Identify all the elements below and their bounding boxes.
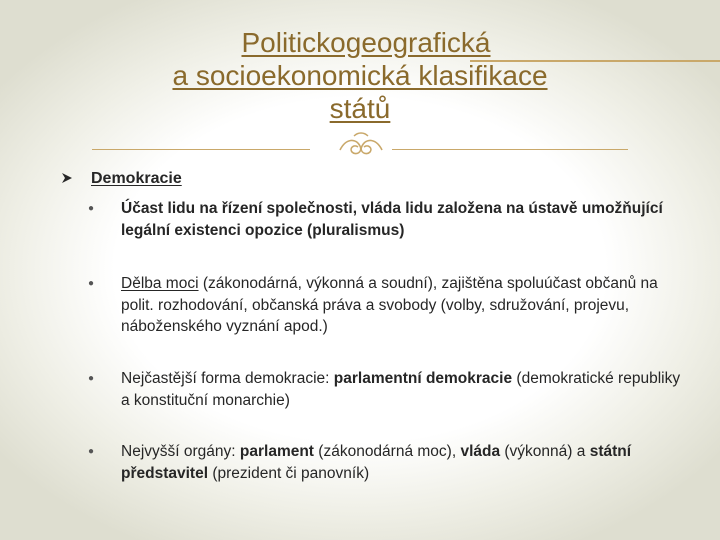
- bullet-dot-icon: ●: [88, 446, 95, 457]
- heading-text: Demokracie: [91, 170, 182, 187]
- text-run: Nejčastější forma demokracie:: [121, 370, 334, 387]
- divider-left: [92, 149, 310, 150]
- list-item-text: [121, 441, 681, 484]
- text-run: (výkonná) a: [500, 443, 590, 460]
- list-item-text: [121, 368, 681, 411]
- bullet-dot-icon: ●: [88, 203, 95, 214]
- text-run: státní představitel: [121, 443, 632, 482]
- title-line-1: Politickogeografická: [241, 27, 491, 58]
- text-run: (zákonodárná moc),: [313, 443, 461, 460]
- divider-right: [392, 149, 628, 150]
- list-item-text: [121, 273, 681, 338]
- text-run: (zákonodárná, výkonná a soudní), zajištěna spoluúčast občanů na polit. rozhodování, občanská práva a svobody (volby, sdružování, projevu, náboženského vyznání apod.): [121, 275, 658, 335]
- text-run: parlament: [239, 443, 314, 460]
- text-run: Účast lidu na řízení společnosti, vláda lidu založena na ústavě umožňující legální existenci opozice (pluralismus): [121, 200, 663, 239]
- text-run: Dělba moci: [121, 275, 199, 292]
- slide-title: [60, 26, 660, 125]
- text-run: vláda: [460, 443, 501, 460]
- text-run: (demokratické republiky a konstituční monarchie): [121, 370, 681, 409]
- title-line-3: států: [329, 93, 391, 124]
- bullet-dot-icon: ●: [88, 373, 95, 384]
- list-item-text: [121, 198, 681, 241]
- title-line-2: a socioekonomická klasifikace: [172, 60, 548, 91]
- text-run: Nejvyšší orgány:: [121, 443, 240, 460]
- scroll-ornament-icon: [336, 128, 386, 162]
- text-run: (prezident či panovník): [208, 464, 370, 482]
- text-run: parlamentní demokracie: [333, 370, 513, 387]
- arrow-bullet-icon: [60, 171, 74, 185]
- bullet-dot-icon: ●: [88, 278, 95, 289]
